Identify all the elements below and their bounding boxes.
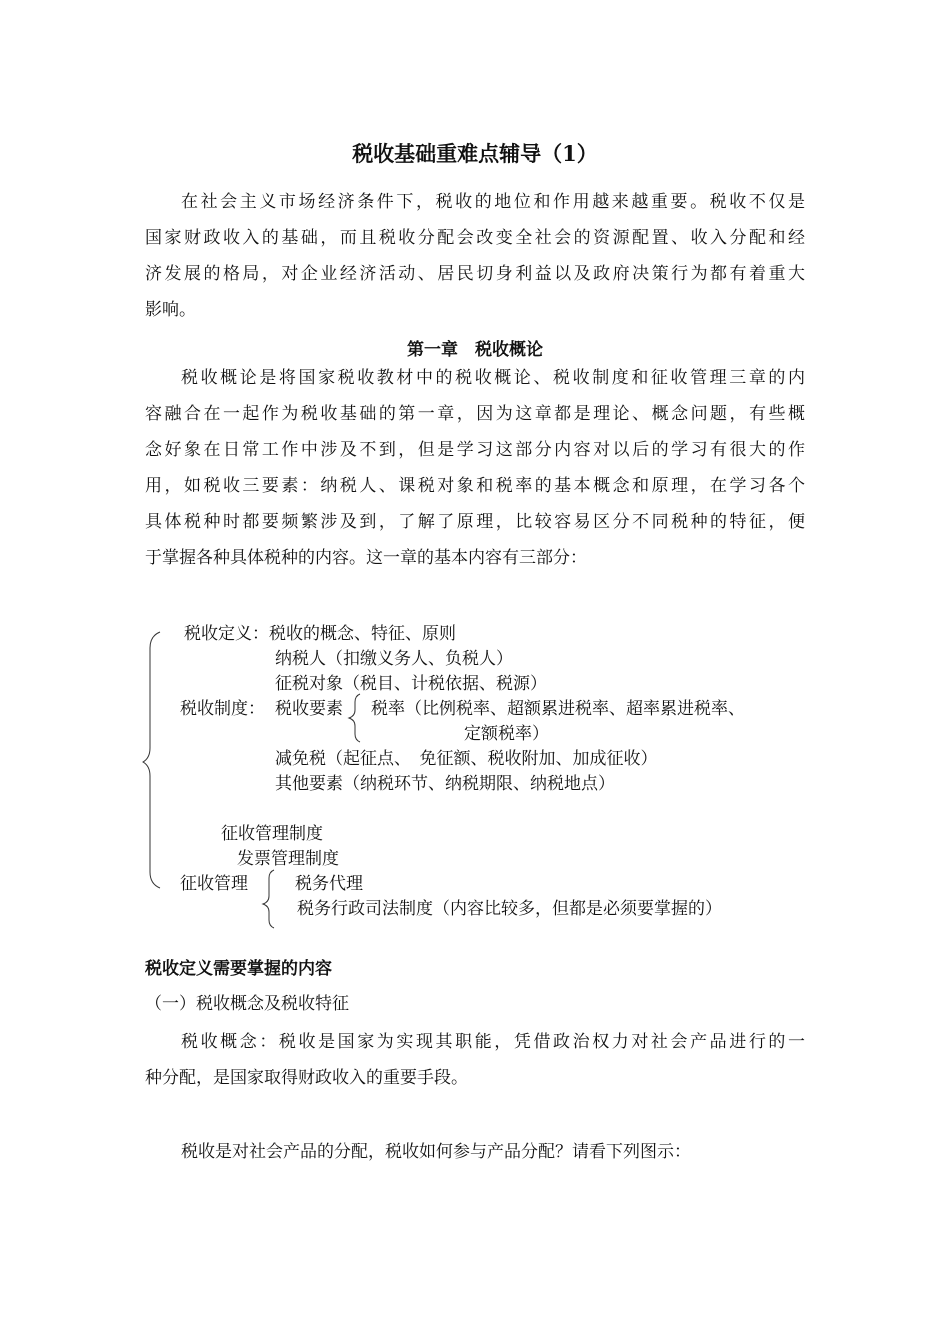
outline-tax-elements: 税收要素: [275, 699, 343, 719]
outline-tax-rate-cont: 定额税率）: [464, 724, 549, 744]
tax-elements-brace: [349, 694, 360, 742]
chapter-line: 念好象在日常工作中涉及不到，但是学习这部分内容对以后的学习有很大的作: [145, 440, 805, 460]
section-heading: 税收定义需要掌握的内容: [145, 959, 332, 979]
intro-line: 国家财政收入的基础，而且税收分配会改变全社会的资源配置、收入分配和经: [145, 228, 805, 248]
outline-tax-relief: 减免税（起征点、 免征额、税收附加、加成征收）: [275, 749, 658, 769]
outline-admin-justice: 税务行政司法制度（内容比较多，但都是必须要掌握的）: [297, 899, 722, 919]
outline-main-brace: [143, 632, 160, 888]
outline-other-elements: 其他要素（纳税环节、纳税期限、纳税地点）: [275, 774, 615, 794]
outline-collection-system: 征收管理制度: [221, 824, 323, 844]
subsection-heading: （一）税收概念及税收特征: [145, 994, 349, 1014]
chapter-line: 于掌握各种具体税种的内容。这一章的基本内容有三部分：: [145, 548, 587, 568]
chapter-line: 用，如税收三要素：纳税人、课税对象和税率的基本概念和原理，在学习各个: [145, 476, 805, 496]
intro-line: 济发展的格局，对企业经济活动、居民切身利益以及政府决策行为都有着重大: [145, 264, 805, 284]
outline-tax-agency: 税务代理: [295, 874, 363, 894]
closing-line: 税收是对社会产品的分配，税收如何参与产品分配？请看下列图示：: [181, 1142, 691, 1162]
intro-line: 影响。: [145, 300, 196, 320]
outline-taxpayer: 纳税人（扣缴义务人、负税人）: [275, 649, 513, 669]
chapter-line: 容融合在一起作为税收基础的第一章，因为这章都是理论、概念问题，有些概: [145, 404, 805, 424]
chapter-title: 第一章 税收概论: [407, 340, 543, 360]
outline-invoice-system: 发票管理制度: [237, 849, 339, 869]
document-title: 税收基础重难点辅导（1）: [352, 141, 598, 166]
concept-line: 税收概念：税收是国家为实现其职能，凭借政治权力对社会产品进行的一: [181, 1032, 805, 1052]
concept-paragraph: [145, 1024, 805, 1096]
closing-paragraph: [145, 1134, 805, 1170]
outline-tax-rate: 税率（比例税率、超额累进税率、超率累进税率、: [371, 699, 745, 719]
chapter-line: 具体税种时都要频繁涉及到，了解了原理，比较容易区分不同税种的特征，便: [145, 512, 805, 532]
outline-tax-system-label: 税收制度：: [180, 699, 265, 719]
outline-tax-object: 征税对象（税目、计税依据、税源）: [275, 674, 547, 694]
chapter-line: 税收概论是将国家税收教材中的税收概论、税收制度和征收管理三章的内: [181, 368, 805, 388]
outline-collection-label: 征收管理: [180, 874, 248, 894]
concept-line: 种分配，是国家取得财政收入的重要手段。: [145, 1068, 468, 1088]
collection-brace: [263, 870, 274, 928]
intro-line: 在社会主义市场经济条件下，税收的地位和作用越来越重要。税收不仅是: [181, 192, 805, 212]
outline-tax-definition: 税收定义：税收的概念、特征、原则: [184, 624, 456, 644]
